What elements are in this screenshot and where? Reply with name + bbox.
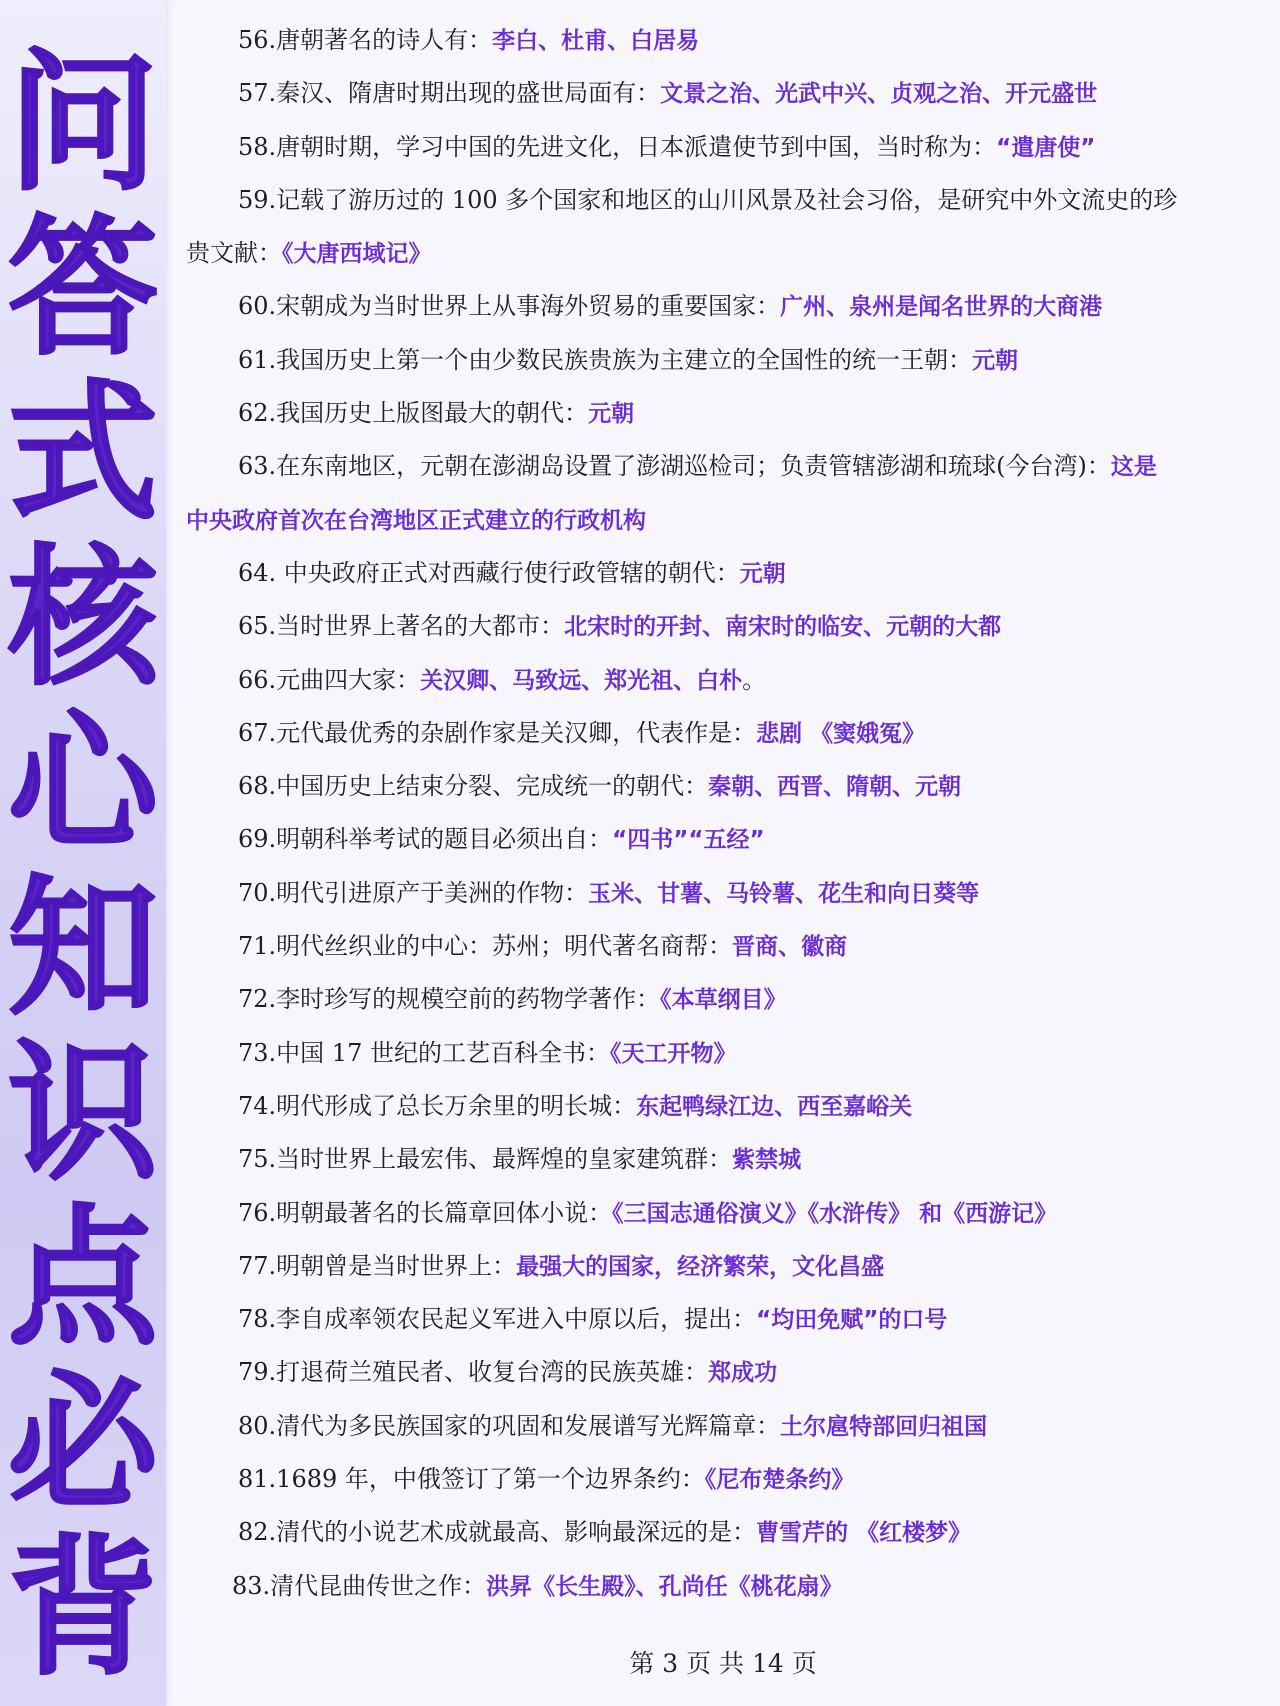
qa-item-continuation xyxy=(186,494,1266,547)
answer-text: “遣唐使” xyxy=(996,134,1096,161)
qa-item xyxy=(186,1240,1266,1293)
qa-item xyxy=(186,1346,1266,1399)
question-text: 67.元代最优秀的杂剧作家是关汉卿，代表作是： xyxy=(238,718,757,747)
question-text: 73.中国 17 世纪的工艺百科全书： xyxy=(238,1038,610,1067)
qa-item xyxy=(186,67,1266,120)
answer-text: 元朝 xyxy=(588,401,635,428)
answer-text: 紫禁城 xyxy=(732,1147,802,1174)
answer-text: 玉米、甘薯、马铃薯、花生和向日葵等 xyxy=(588,880,980,907)
answer-text: 秦朝、西晋、隋朝、元朝 xyxy=(708,774,962,801)
qa-item xyxy=(186,707,1266,760)
answer-text: 土尔扈特部回归祖国 xyxy=(780,1413,988,1440)
qa-item xyxy=(186,1187,1266,1240)
answer-text: 李白、杜甫、白居易 xyxy=(492,28,700,54)
qa-item xyxy=(186,174,1266,227)
question-text: 77.明朝曾是当时世界上： xyxy=(238,1251,517,1280)
answer-text: 中央政府首次在台湾地区正式建立的行政机构 xyxy=(186,507,646,534)
answer-text: 元朝 xyxy=(739,560,786,587)
sidebar-title xyxy=(0,37,166,1696)
answer-text: 关汉卿、马致远、郑光祖、白朴 xyxy=(420,667,743,694)
answer-text: 元朝 xyxy=(972,347,1019,374)
question-text: 76.明朝最著名的长篇章回体小说： xyxy=(238,1198,613,1227)
answer-text: 《大唐西域记》 xyxy=(282,241,432,268)
question-text: 72.李时珍写的规模空前的药物学著作： xyxy=(238,985,661,1014)
qa-item xyxy=(186,813,1266,866)
sidebar-banner xyxy=(0,0,166,1706)
title-char: 心 xyxy=(7,697,158,871)
answer-tail: 。 xyxy=(742,665,767,694)
answer-text: 晋商、徽商 xyxy=(732,934,848,961)
question-text: 63.在东南地区，元朝在澎湖岛设置了澎湖巡检司；负责管辖澎湖和琉球(今台湾)： xyxy=(238,452,1111,481)
question-text: 65.当时世界上著名的大都市： xyxy=(238,612,565,641)
qa-item xyxy=(186,1506,1266,1559)
qa-item xyxy=(186,280,1266,333)
qa-item xyxy=(186,1080,1266,1133)
qa-item xyxy=(186,760,1266,813)
question-text: 58.唐朝时期，学习中国的先进文化，日本派遣使节到中国，当时称为： xyxy=(238,132,997,161)
qa-item xyxy=(186,334,1266,387)
answer-text: 悲剧 《窦娥冤》 xyxy=(756,720,926,747)
answer-text: 郑成功 xyxy=(708,1360,778,1387)
question-text: 83.清代昆曲传世之作： xyxy=(232,1571,487,1600)
qa-item xyxy=(186,387,1266,440)
qa-item xyxy=(186,121,1266,174)
qa-item xyxy=(186,1400,1266,1453)
qa-item xyxy=(186,867,1266,920)
qa-item-continuation xyxy=(186,227,1266,280)
answer-text: 《天工开物》 xyxy=(609,1040,737,1067)
title-char: 识 xyxy=(7,1027,158,1201)
qa-item xyxy=(186,1133,1266,1186)
title-char: 背 xyxy=(7,1522,158,1696)
question-text: 贵文献： xyxy=(186,239,282,268)
title-char: 答 xyxy=(7,202,158,376)
answer-text: 《三国志通俗演义》《水浒传》 和《西游记》 xyxy=(612,1200,1058,1227)
question-text: 59.记载了游历过的 100 多个国家和地区的山川风景及社会习俗，是研究中外文流史的珍 xyxy=(238,185,1178,214)
title-char: 问 xyxy=(7,37,158,211)
qa-item xyxy=(186,440,1266,493)
question-text: 75.当时世界上最宏伟、最辉煌的皇家建筑群： xyxy=(238,1145,733,1174)
qa-item xyxy=(186,1027,1266,1080)
question-text: 81.1689 年，中俄签订了第一个边界条约： xyxy=(238,1465,705,1494)
qa-list xyxy=(186,14,1266,1614)
answer-text: 《本草纲目》 xyxy=(660,987,787,1014)
title-char: 式 xyxy=(7,367,158,541)
question-text: 64. 中央政府正式对西藏行使行政管辖的朝代： xyxy=(238,558,740,587)
question-text: 57.秦汉、隋唐时期出现的盛世局面有： xyxy=(238,79,661,108)
answer-text: 东起鸭绿江边、西至嘉峪关 xyxy=(636,1093,913,1120)
qa-item xyxy=(186,1293,1266,1346)
answer-text: 曹雪芹的 《红楼梦》 xyxy=(756,1520,972,1547)
title-char: 点 xyxy=(7,1192,158,1366)
question-text: 60.宋朝成为当时世界上从事海外贸易的重要国家： xyxy=(238,292,781,321)
qa-item xyxy=(186,1560,1266,1613)
qa-item xyxy=(186,920,1266,973)
answer-text: 文景之治、光武中兴、贞观之治、开元盛世 xyxy=(660,81,1098,108)
question-text: 66.元曲四大家： xyxy=(238,665,421,694)
answer-text: “均田免赋”的口号 xyxy=(756,1307,948,1334)
qa-item xyxy=(186,547,1266,600)
qa-item xyxy=(186,654,1266,707)
answer-text: 这是 xyxy=(1110,454,1157,481)
page-indicator: 第 3 页 共 14 页 xyxy=(629,1649,817,1678)
question-text: 74.明代形成了总长万余里的明长城： xyxy=(238,1091,637,1120)
question-text: 62.我国历史上版图最大的朝代： xyxy=(238,399,589,428)
qa-item xyxy=(186,600,1266,653)
question-text: 80.清代为多民族国家的巩固和发展谱写光辉篇章： xyxy=(238,1411,781,1440)
answer-text: “四书”“五经” xyxy=(612,827,765,854)
answer-text: 洪昇《长生殿》、孔尚任《桃花扇》 xyxy=(486,1573,843,1600)
answer-text: 北宋时的开封、南宋时的临安、元朝的大都 xyxy=(564,614,1002,641)
answer-text: 广州、泉州是闻名世界的大商港 xyxy=(780,294,1103,321)
question-text: 82.清代的小说艺术成就最高、影响最深远的是： xyxy=(238,1518,757,1547)
question-text: 71.明代丝织业的中心：苏州；明代著名商帮： xyxy=(238,932,733,961)
title-char: 知 xyxy=(7,862,158,1036)
question-text: 69.明朝科举考试的题目必须出自： xyxy=(238,825,613,854)
qa-item xyxy=(186,1453,1266,1506)
answer-text: 《尼布楚条约》 xyxy=(704,1467,855,1494)
question-text: 68.中国历史上结束分裂、完成统一的朝代： xyxy=(238,772,709,801)
question-text: 70.明代引进原产于美洲的作物： xyxy=(238,878,589,907)
question-text: 56.唐朝著名的诗人有： xyxy=(238,26,493,54)
title-char: 必 xyxy=(7,1357,158,1531)
title-char: 核 xyxy=(7,532,158,706)
question-text: 61.我国历史上第一个由少数民族贵族为主建立的全国性的统一王朝： xyxy=(238,345,973,374)
question-text: 79.打退荷兰殖民者、收复台湾的民族英雄： xyxy=(238,1358,709,1387)
qa-item xyxy=(186,973,1266,1026)
question-text: 78.李自成率领农民起义军进入中原以后，提出： xyxy=(238,1305,757,1334)
answer-text: 最强大的国家，经济繁荣，文化昌盛 xyxy=(516,1253,885,1280)
qa-item xyxy=(186,14,1266,67)
